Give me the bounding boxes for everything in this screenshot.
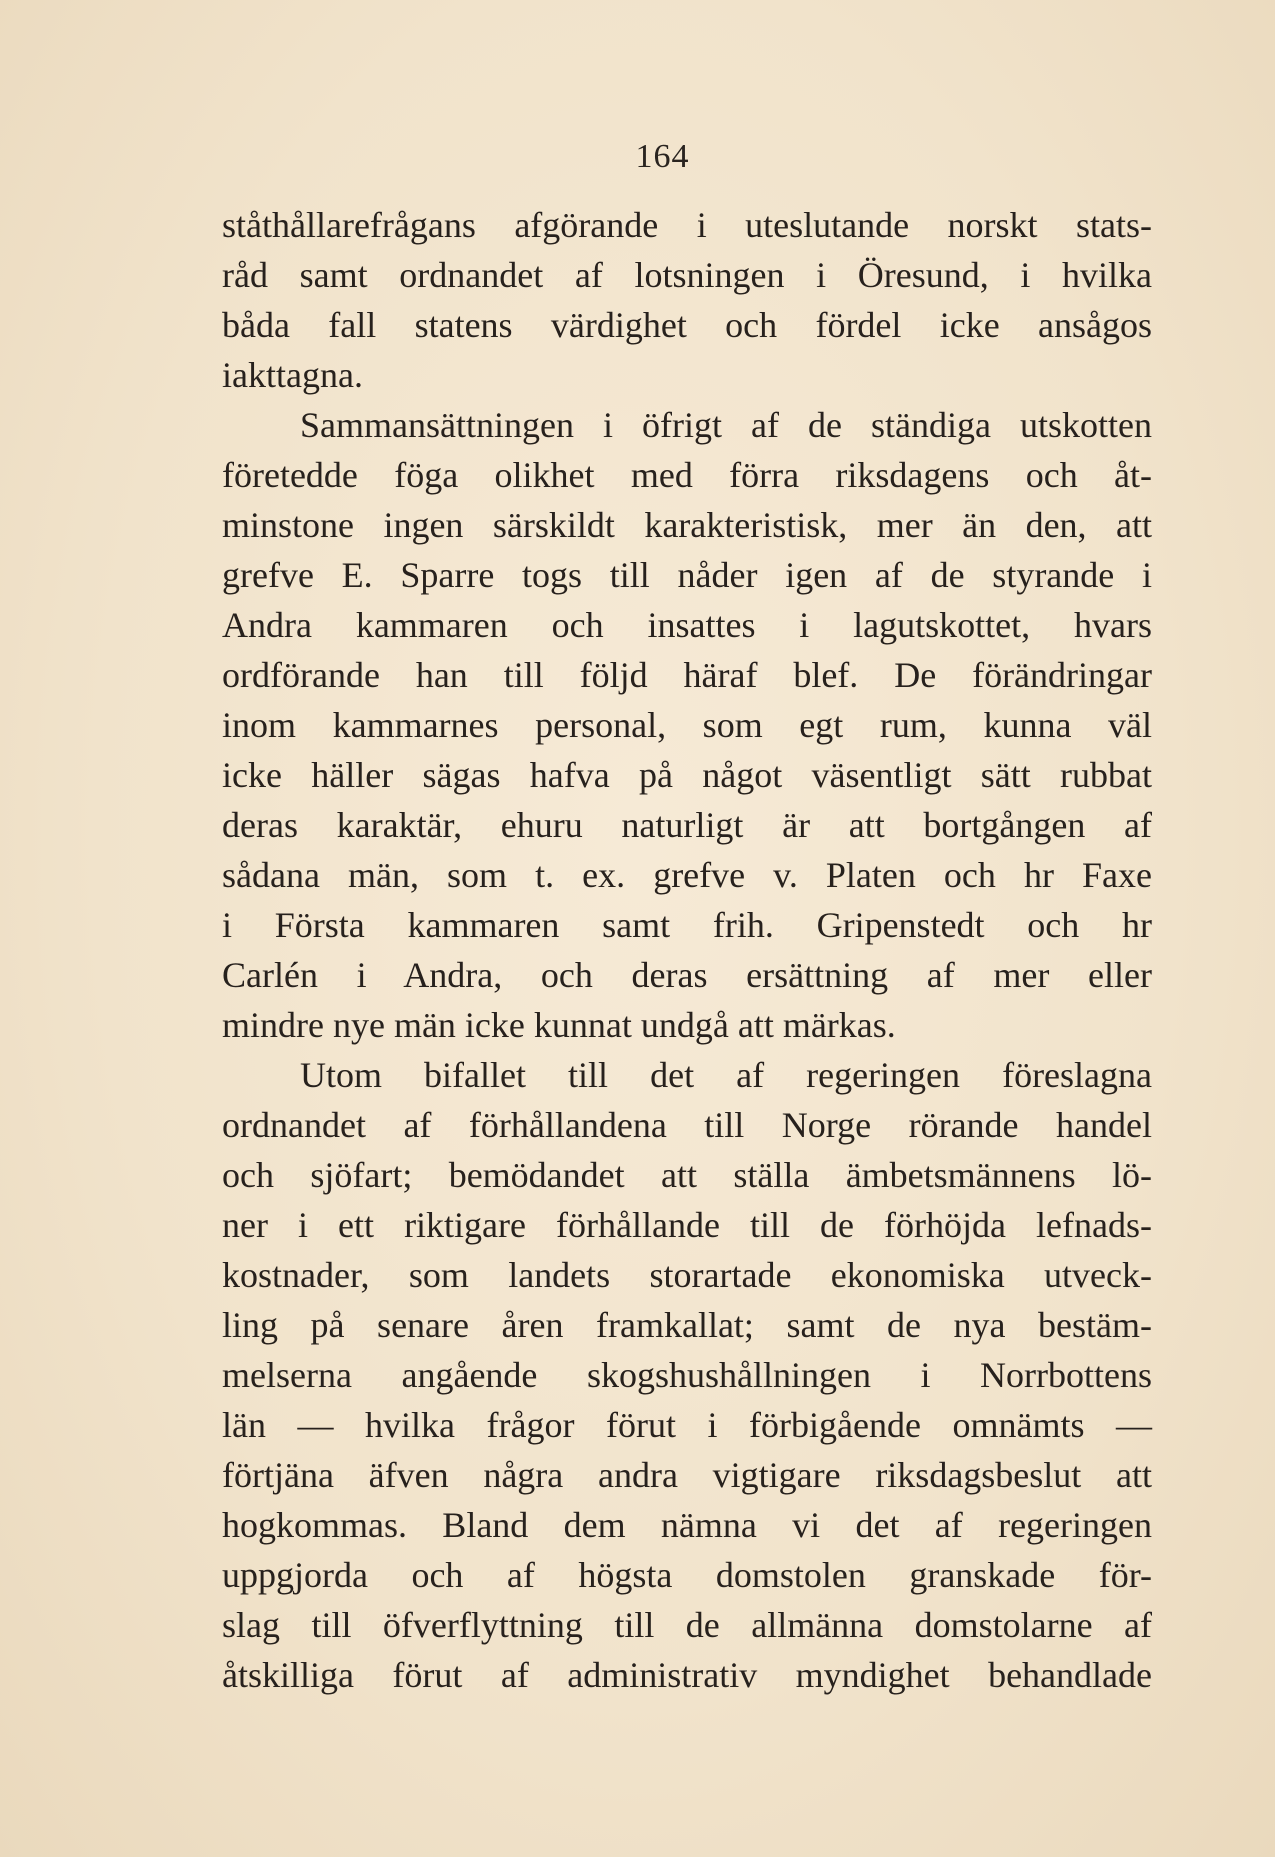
text-line: ner i ett riktigare förhållande till de förhöjda lefnads-	[222, 1205, 1152, 1245]
text-line: iakttagna.	[222, 355, 363, 395]
text-line: grefve E. Sparre togs till nåder igen af de styrande i	[222, 555, 1152, 595]
text-line: förtjäna äfven några andra vigtigare riksdagsbeslut att	[222, 1455, 1152, 1495]
text-line: melserna angående skogshushållningen i Norrbottens	[222, 1355, 1152, 1395]
text-line: Carlén i Andra, och deras ersättning af mer eller	[222, 955, 1152, 995]
text-line: minstone ingen särskildt karakteristisk, mer än den, att	[222, 505, 1152, 545]
body-text	[222, 200, 1152, 1700]
text-line: uppgjorda och af högsta domstolen granskade för-	[222, 1555, 1152, 1595]
text-line: Andra kammaren och insattes i lagutskottet, hvars	[222, 605, 1152, 645]
text-line: båda fall statens värdighet och fördel icke ansågos	[222, 305, 1152, 345]
text-line: ordförande han till följd häraf blef. De förändringar	[222, 655, 1152, 695]
text-line: Utom bifallet till det af regeringen föreslagna	[300, 1055, 1152, 1095]
text-line: län — hvilka frågor förut i förbigående omnämts —	[222, 1405, 1152, 1445]
text-line: icke häller sägas hafva på något väsentligt sätt rubbat	[222, 755, 1152, 795]
text-line: ståthållarefrågans afgörande i uteslutande norskt stats-	[222, 205, 1152, 245]
text-line: kostnader, som landets storartade ekonomiska utveck-	[222, 1255, 1152, 1295]
text-line: Sammansättningen i öfrigt af de ständiga utskotten	[300, 405, 1152, 445]
text-line: hogkommas. Bland dem nämna vi det af regeringen	[222, 1505, 1152, 1545]
page-number: 164	[635, 138, 690, 175]
text-line: och sjöfart; bemödandet att ställa ämbetsmännens lö-	[222, 1155, 1152, 1195]
text-line: företedde föga olikhet med förra riksdagens och åt-	[222, 455, 1152, 495]
text-line: sådana män, som t. ex. grefve v. Platen och hr Faxe	[222, 855, 1152, 895]
text-line: inom kammarnes personal, som egt rum, kunna väl	[222, 705, 1152, 745]
text-line: åtskilliga förut af administrativ myndighet behandlade	[222, 1655, 1152, 1695]
text-line: mindre nye män icke kunnat undgå att märkas.	[222, 1005, 896, 1045]
text-line: i Första kammaren samt frih. Gripenstedt och hr	[222, 905, 1152, 945]
text-line: deras karaktär, ehuru naturligt är att bortgången af	[222, 805, 1152, 845]
text-line: ordnandet af förhållandena till Norge rörande handel	[222, 1105, 1152, 1145]
text-line: slag till öfverflyttning till de allmänna domstolarne af	[222, 1605, 1152, 1645]
text-line: råd samt ordnandet af lotsningen i Öresund, i hvilka	[222, 255, 1152, 295]
text-line: ling på senare åren framkallat; samt de nya bestäm-	[222, 1305, 1152, 1345]
